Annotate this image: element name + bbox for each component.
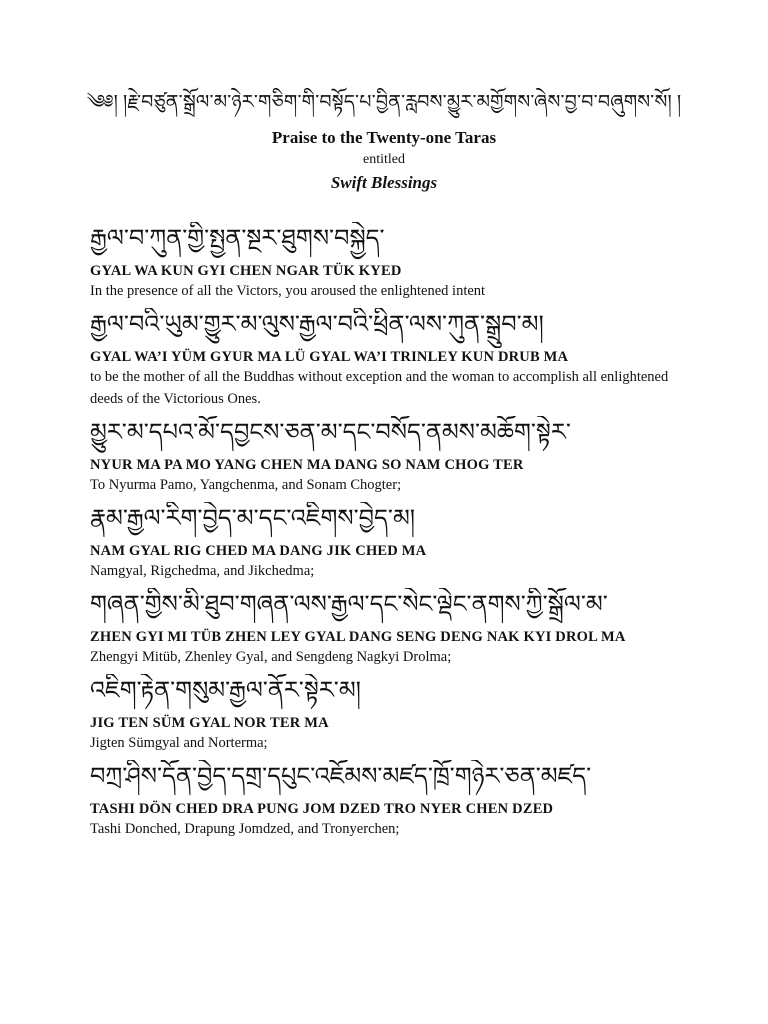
verse-tibetan: རྒྱལ་བའི་ཡུམ་གྱུར་མ་ལུས་རྒྱལ་བའི་ཕྲིན་ལས་ཀུན་སྒྲུབ་མ། [90, 312, 544, 338]
page-title: Praise to the Twenty-one Taras [271, 128, 497, 147]
verse-transliteration: GYAL WA’I YÜM GYUR MA LÜ GYAL WA’I TRINLEY KUN DRUB MA [90, 349, 569, 365]
verse-translation: Jigten Sümgyal and Norterma; [90, 735, 268, 751]
verse-translation: To Nyurma Pamo, Yangchenma, and Sonam Chogter; [90, 477, 402, 493]
tibetan-title: ༄༅། །རྗེ་བཙུན་སྒྲོལ་མ་ཉེར་གཅིག་གི་བསྟོད་པ་བྱིན་རླབས་མྱུར་མགྱོགས་ཞེས་བྱ་བ་བཞུགས་སོ། ། [86, 92, 682, 113]
verse-translation: Zhengyi Mitüb, Zhenley Gyal, and Sengdeng Nagkyi Drolma; [90, 649, 452, 665]
verse-tibetan: མྱུར་མ་དཔའ་མོ་དབྱངས་ཅན་མ་དང་བསོད་ནམས་མཆོག་སྟེར་ [90, 420, 571, 446]
verse-translation: Tashi Donched, Drapung Jomdzed, and Tronyerchen; [90, 821, 400, 837]
verse-translation: In the presence of all the Victors, you aroused the enlightened intent [90, 283, 486, 299]
verse-2 [90, 308, 690, 410]
verse-5 [90, 588, 690, 668]
verse-tibetan: བཀྲ་ཤིས་དོན་བྱེད་དགྲ་དཔུང་འཇོམས་མཛད་ཁྲོ་གཉེར་ཅན་མཛད་ [90, 764, 592, 790]
page-subtitle: Swift Blessings [330, 173, 438, 192]
verse-7 [90, 760, 690, 840]
verse-1 [90, 222, 690, 302]
verse-tibetan: རྣམ་རྒྱལ་རིག་བྱེད་མ་དང་འཇིགས་བྱེད་མ། [90, 506, 416, 532]
verse-4 [90, 502, 690, 582]
verse-transliteration: JIG TEN SÜM GYAL NOR TER MA [90, 715, 329, 731]
verse-translation: to be the mother of all the Buddhas without exception and the woman to accomplish all enlightened deeds of the Victorious Ones. [90, 369, 669, 407]
entitled-label: entitled [363, 152, 405, 167]
verse-transliteration: ZHEN GYI MI TÜB ZHEN LEY GYAL DANG SENG DENG NAK KYI DROL MA [90, 629, 626, 645]
verse-3 [90, 416, 690, 496]
document-header [0, 90, 768, 193]
verse-tibetan: གཞན་གྱིས་མི་ཐུབ་གཞན་ལས་རྒྱལ་དང་སེང་ལྡེང་ནགས་ཀྱི་སྒྲོལ་མ་ [90, 592, 608, 618]
verse-list [90, 222, 690, 846]
verse-tibetan: འཇིག་རྟེན་གསུམ་རྒྱལ་ནོར་སྟེར་མ། [90, 678, 362, 704]
verse-translation: Namgyal, Rigchedma, and Jikchedma; [90, 563, 315, 579]
verse-6 [90, 674, 690, 754]
verse-transliteration: TASHI DÖN CHED DRA PUNG JOM DZED TRO NYER CHEN DZED [90, 801, 554, 817]
verse-transliteration: NAM GYAL RIG CHED MA DANG JIK CHED MA [90, 543, 427, 559]
verse-transliteration: NYUR MA PA MO YANG CHEN MA DANG SO NAM CHOG TER [90, 457, 524, 473]
verse-transliteration: GYAL WA KUN GYI CHEN NGAR TÜK KYED [90, 263, 402, 279]
verse-tibetan: རྒྱལ་བ་ཀུན་གྱི་སྤྱན་སྔར་ཐུགས་བསྐྱེད་ [90, 226, 385, 252]
